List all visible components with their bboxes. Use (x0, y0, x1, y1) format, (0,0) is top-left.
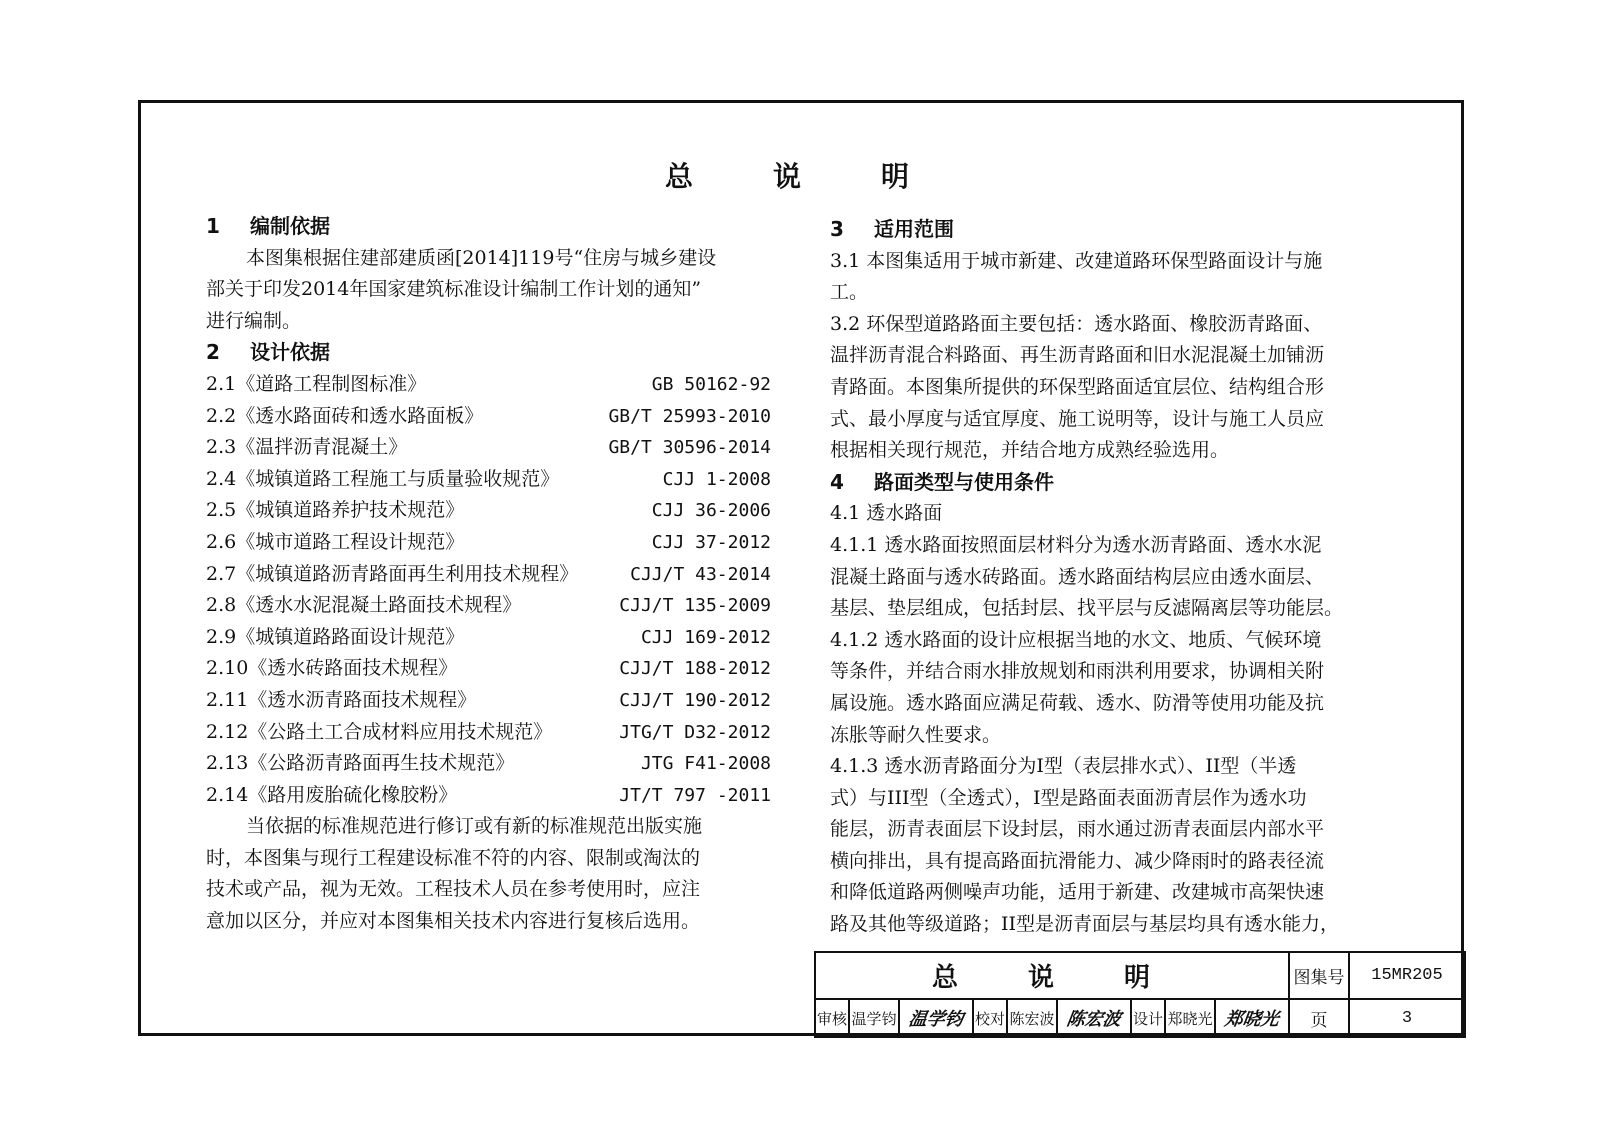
designer-name: 郑晓光 (1165, 999, 1215, 1037)
right-column (830, 214, 1405, 941)
standard-code: JTG/T D32-2012 (619, 721, 771, 743)
standard-code: CJJ/T 190-2012 (619, 689, 771, 711)
standard-name: 2.6《城市道路工程设计规范》 (206, 530, 465, 553)
standard-code: CJJ/T 188-2012 (619, 658, 771, 680)
page-number: 3 (1349, 999, 1465, 1037)
section-2-heading (206, 337, 771, 369)
section-3-line: 3.2 环保型道路路面主要包括：透水路面、橡胶沥青路面、 (830, 312, 1323, 335)
standard-row (206, 464, 771, 496)
section-4-line: 横向排出，具有提高路面抗滑能力、减少降雨时的路表径流 (830, 849, 1325, 872)
section-3-line: 工。 (830, 281, 869, 304)
standard-name: 2.12《公路土工合成材料应用技术规范》 (206, 720, 553, 743)
designer-signature-text: 郑晓光 (1223, 1009, 1281, 1030)
standard-name: 2.4《城镇道路工程施工与质量验收规范》 (206, 467, 560, 490)
section-4-number: 4 (830, 469, 844, 494)
page-title: 总 说 明 (664, 160, 935, 193)
standard-code: CJJ/T 43-2014 (630, 563, 771, 585)
section-1-line: 本图集根据住建部建质函[2014]119号“住房与城乡建设 (246, 246, 717, 269)
section-2-title: 设计依据 (250, 340, 330, 365)
designer-signature (1215, 999, 1289, 1037)
standard-row (206, 622, 771, 654)
left-column (206, 211, 771, 938)
standard-name: 2.7《城镇道路沥青路面再生利用技术规程》 (206, 562, 579, 585)
review-label: 审核 (815, 999, 849, 1037)
section-3-line: 式、最小厚度与适宜厚度、施工说明等，设计与施工人员应 (830, 407, 1325, 430)
section-3-number: 3 (830, 217, 844, 241)
page-label: 页 (1289, 999, 1349, 1037)
standard-row (206, 780, 771, 812)
section-3-title: 适用范围 (874, 217, 954, 241)
standard-name: 2.1《道路工程制图标准》 (206, 372, 427, 395)
standard-row (206, 590, 771, 622)
standard-row (206, 495, 771, 527)
section-1-heading (206, 211, 771, 243)
section-4-title: 路面类型与使用条件 (874, 469, 1054, 494)
title-block (814, 951, 1466, 1038)
design-label: 设计 (1131, 999, 1165, 1037)
reviewer-name: 温学钧 (849, 999, 899, 1037)
closing-line: 技术或产品，视为无效。工程技术人员在参考使用时，应注 (206, 878, 701, 901)
section-4-line: 式）与III型（全透式），I型是路面表面沥青层作为透水功 (830, 786, 1307, 809)
section-4-line: 冻胀等耐久性要求。 (830, 723, 1002, 746)
section-1-line: 部关于印发2014年国家建筑标准设计编制工作计划的通知” (206, 278, 702, 301)
standard-code: GB/T 30596-2014 (608, 437, 771, 459)
section-3-line: 3.1 本图集适用于城市新建、改建道路环保型路面设计与施 (830, 249, 1323, 272)
standard-name: 2.11《透水沥青路面技术规程》 (206, 688, 477, 711)
section-4-line: 属设施。透水路面应满足荷载、透水、防滑等使用功能及抗 (830, 691, 1325, 714)
checker-signature-text: 陈宏波 (1065, 1009, 1123, 1030)
closing-line: 时，本图集与现行工程建设标准不符的内容、限制或淘汰的 (206, 846, 701, 869)
standard-row (206, 748, 771, 780)
reviewer-signature (899, 999, 973, 1037)
standard-row (206, 685, 771, 717)
standard-name: 2.5《城镇道路养护技术规范》 (206, 499, 465, 522)
section-4-line: 和降低道路两侧噪声功能，适用于新建、改建城市高架快速 (830, 881, 1325, 904)
section-3-line: 温拌沥青混合料路面、再生沥青路面和旧水泥混凝土加铺沥 (830, 344, 1325, 367)
standard-row (206, 653, 771, 685)
section-1-title: 编制依据 (250, 214, 330, 238)
section-4-line: 混凝土路面与透水砖路面。透水路面结构层应由透水面层、 (830, 565, 1325, 588)
standard-code: JT/T 797 -2011 (619, 784, 771, 806)
standard-name: 2.8《透水水泥混凝土路面技术规程》 (206, 594, 522, 617)
section-4-line: 路及其他等级道路；II型是沥青面层与基层均具有透水能力， (830, 913, 1340, 936)
section-4-line: 4.1.2 透水路面的设计应根据当地的水文、地质、气候环境 (830, 628, 1322, 651)
reviewer-signature-text: 温学钧 (907, 1009, 965, 1030)
standard-row (206, 401, 771, 433)
standard-name: 2.14《路用废胎硫化橡胶粉》 (206, 783, 458, 806)
closing-line: 意加以区分，并应对本图集相关技术内容进行复核后选用。 (206, 910, 701, 933)
section-3-line: 青路面。本图集所提供的环保型路面适宜层位、结构组合形 (830, 375, 1325, 398)
standard-code: GB/T 25993-2010 (608, 405, 771, 427)
section-2-number: 2 (206, 340, 220, 365)
standard-name: 2.13《公路沥青路面再生技术规范》 (206, 752, 515, 775)
section-1-line: 进行编制。 (206, 309, 302, 332)
standard-code: CJJ 1-2008 (662, 468, 771, 490)
standard-row (206, 527, 771, 559)
section-4-heading (830, 467, 1405, 499)
check-label: 校对 (973, 999, 1007, 1037)
section-3-heading (830, 214, 1405, 246)
standard-code: CJJ/T 135-2009 (619, 595, 771, 617)
standard-row (206, 432, 771, 464)
section-1-number: 1 (206, 214, 220, 238)
section-4-line: 4.1.3 透水沥青路面分为I型（表层排水式）、II型（半透 (830, 755, 1297, 778)
checker-name: 陈宏波 (1007, 999, 1057, 1037)
closing-line: 当依据的标准规范进行修订或有新的标准规范出版实施 (246, 815, 703, 838)
section-4-line: 等条件，并结合雨水排放规划和雨洪利用要求，协调相关附 (830, 660, 1325, 683)
atlas-number-label: 图集号 (1289, 952, 1349, 999)
standard-row (206, 717, 771, 749)
title-block-title: 总 说 明 (815, 952, 1289, 999)
standard-code: CJJ 169-2012 (640, 626, 771, 648)
standard-code: CJJ 36-2006 (651, 500, 771, 522)
atlas-number: 15MR205 (1349, 952, 1465, 999)
standard-row (206, 369, 771, 401)
standard-code: GB 50162-92 (651, 373, 771, 395)
section-4-line: 基层、垫层组成，包括封层、找平层与反滤隔离层等功能层。 (830, 597, 1344, 620)
standard-name: 2.10《透水砖路面技术规程》 (206, 657, 458, 680)
section-3-line: 根据相关现行规范，并结合地方成熟经验选用。 (830, 439, 1230, 462)
section-4-line: 能层，沥青表面层下设封层，雨水通过沥青表面层内部水平 (830, 818, 1325, 841)
section-4-line: 4.1.1 透水路面按照面层材料分为透水沥青路面、透水水泥 (830, 533, 1322, 556)
standard-name: 2.9《城镇道路路面设计规范》 (206, 625, 465, 648)
checker-signature (1057, 999, 1131, 1037)
standard-name: 2.2《透水路面砖和透水路面板》 (206, 404, 484, 427)
standard-name: 2.3《温拌沥青混凝土》 (206, 436, 408, 459)
standard-code: JTG F41-2008 (640, 753, 771, 775)
standard-row (206, 559, 771, 591)
standard-code: CJJ 37-2012 (651, 531, 771, 553)
section-4-line: 4.1 透水路面 (830, 502, 943, 525)
